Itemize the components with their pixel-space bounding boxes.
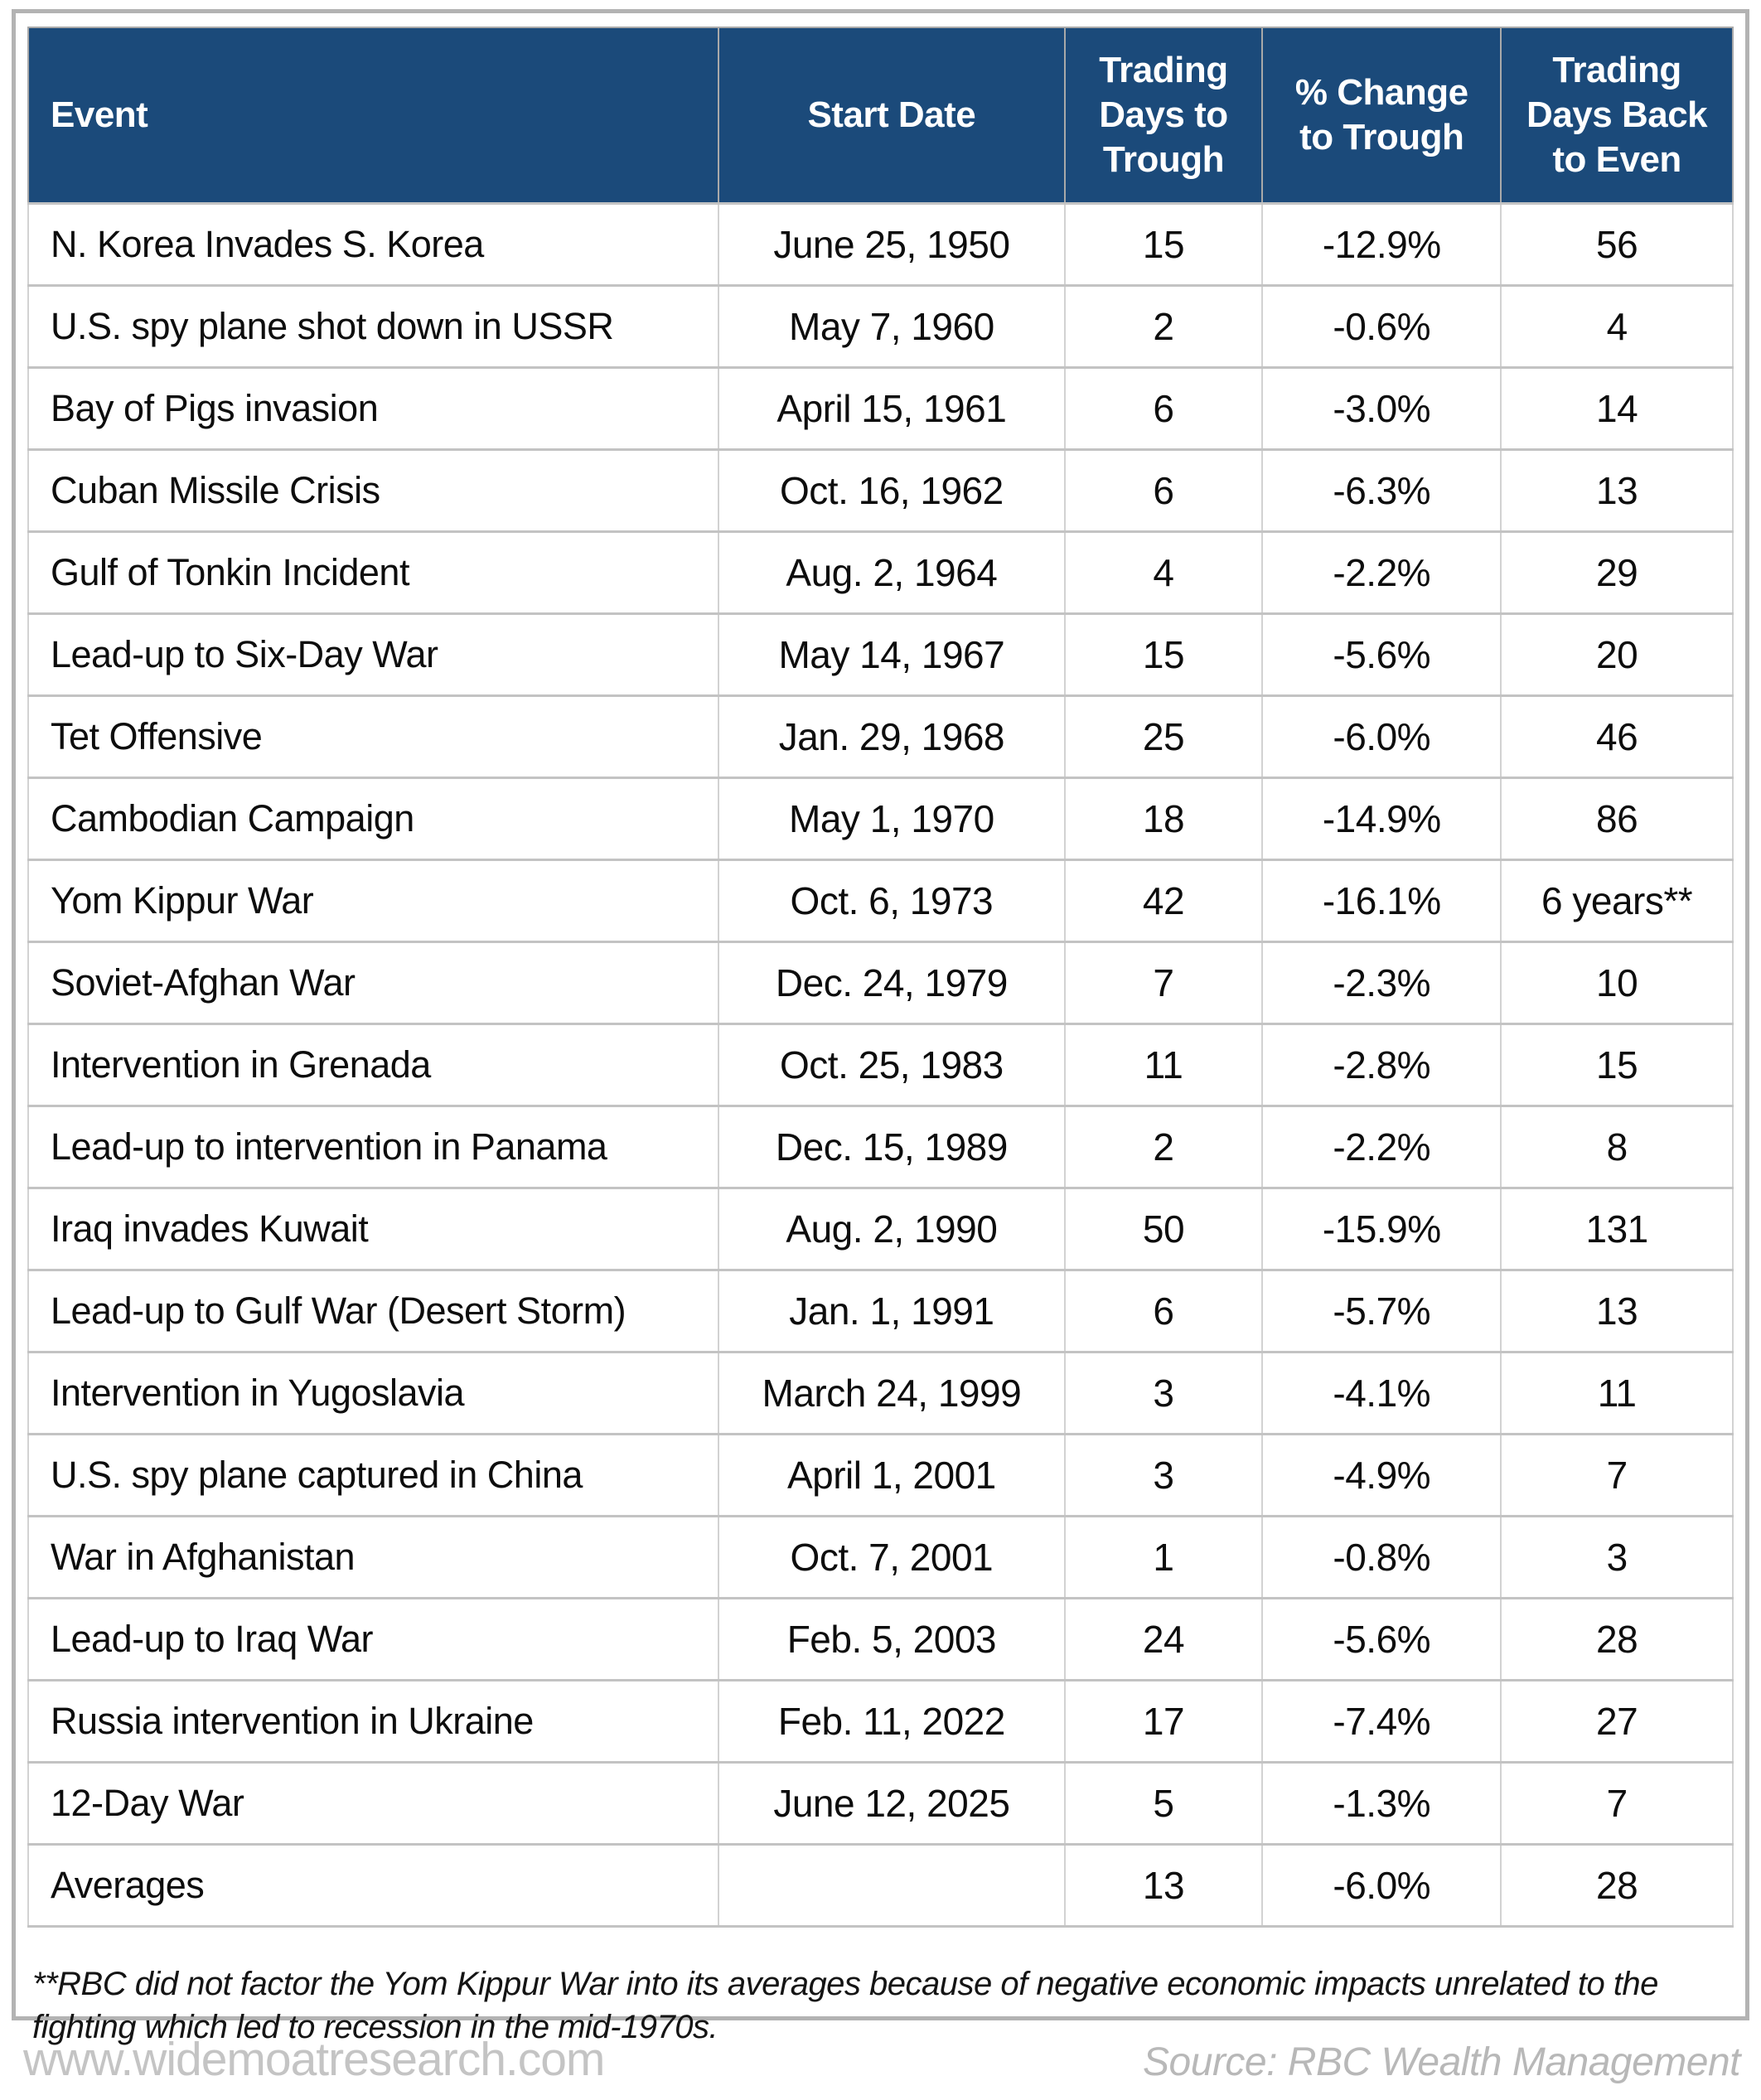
start-date-cell: April 15, 1961 [718, 368, 1065, 450]
days-to-trough-cell: 18 [1065, 778, 1263, 860]
days-back-cell: 86 [1501, 778, 1733, 860]
event-cell: Bay of Pigs invasion [28, 368, 718, 450]
days-to-trough-cell: 7 [1065, 942, 1263, 1024]
days-back-cell: 14 [1501, 368, 1733, 450]
table-row [28, 1024, 1733, 1106]
pct-change-cell: -2.8% [1262, 1024, 1501, 1106]
source-attribution: Source: RBC Wealth Management [1143, 2040, 1740, 2084]
days-back-cell: 46 [1501, 696, 1733, 778]
event-cell: Cuban Missile Crisis [28, 450, 718, 532]
table-row [28, 1270, 1733, 1352]
start-date-cell: Jan. 29, 1968 [718, 696, 1065, 778]
header-row [28, 27, 1733, 204]
days-to-trough-cell: 1 [1065, 1517, 1263, 1599]
days-back-cell: 131 [1501, 1188, 1733, 1270]
days-back-cell: 13 [1501, 450, 1733, 532]
days-to-trough-cell: 11 [1065, 1024, 1263, 1106]
table-row [28, 860, 1733, 942]
start-date-cell: Dec. 24, 1979 [718, 942, 1065, 1024]
event-cell: War in Afghanistan [28, 1517, 718, 1599]
start-date-cell [718, 1845, 1065, 1927]
start-date-cell: Oct. 6, 1973 [718, 860, 1065, 942]
table-row [28, 1763, 1733, 1845]
days-back-cell: 56 [1501, 204, 1733, 286]
event-cell: Intervention in Yugoslavia [28, 1352, 718, 1435]
table-row [28, 778, 1733, 860]
events-table [27, 27, 1734, 1928]
column-header-start-date: Start Date [718, 27, 1065, 204]
column-header-days-back: Trading Days Back to Even [1501, 27, 1733, 204]
days-back-cell: 7 [1501, 1435, 1733, 1517]
start-date-cell: Oct. 7, 2001 [718, 1517, 1065, 1599]
pct-change-cell: -4.9% [1262, 1435, 1501, 1517]
pct-change-cell: -5.6% [1262, 614, 1501, 696]
start-date-cell: April 1, 2001 [718, 1435, 1065, 1517]
table-row [28, 532, 1733, 614]
days-to-trough-cell: 6 [1065, 368, 1263, 450]
days-to-trough-cell: 17 [1065, 1681, 1263, 1763]
days-to-trough-cell: 24 [1065, 1599, 1263, 1681]
days-to-trough-cell: 15 [1065, 614, 1263, 696]
days-to-trough-cell: 6 [1065, 1270, 1263, 1352]
days-back-cell: 15 [1501, 1024, 1733, 1106]
start-date-cell: June 12, 2025 [718, 1763, 1065, 1845]
days-to-trough-cell: 13 [1065, 1845, 1263, 1927]
days-back-cell: 6 years** [1501, 860, 1733, 942]
event-cell: Yom Kippur War [28, 860, 718, 942]
start-date-cell: Oct. 25, 1983 [718, 1024, 1065, 1106]
days-to-trough-cell: 3 [1065, 1352, 1263, 1435]
days-to-trough-cell: 2 [1065, 286, 1263, 368]
days-to-trough-cell: 25 [1065, 696, 1263, 778]
start-date-cell: Feb. 5, 2003 [718, 1599, 1065, 1681]
table-row [28, 1681, 1733, 1763]
event-cell: Tet Offensive [28, 696, 718, 778]
pct-change-cell: -4.1% [1262, 1352, 1501, 1435]
pct-change-cell: -14.9% [1262, 778, 1501, 860]
event-cell: Intervention in Grenada [28, 1024, 718, 1106]
days-back-cell: 28 [1501, 1845, 1733, 1927]
start-date-cell: May 14, 1967 [718, 614, 1065, 696]
pct-change-cell: -7.4% [1262, 1681, 1501, 1763]
column-header-event: Event [28, 27, 718, 204]
table-row [28, 614, 1733, 696]
event-cell: Gulf of Tonkin Incident [28, 532, 718, 614]
days-to-trough-cell: 42 [1065, 860, 1263, 942]
start-date-cell: May 1, 1970 [718, 778, 1065, 860]
pct-change-cell: -6.0% [1262, 1845, 1501, 1927]
start-date-cell: Oct. 16, 1962 [718, 450, 1065, 532]
start-date-cell: Aug. 2, 1964 [718, 532, 1065, 614]
table-row [28, 1599, 1733, 1681]
table-row [28, 942, 1733, 1024]
event-cell: Lead-up to Gulf War (Desert Storm) [28, 1270, 718, 1352]
days-back-cell: 29 [1501, 532, 1733, 614]
days-back-cell: 27 [1501, 1681, 1733, 1763]
pct-change-cell: -16.1% [1262, 860, 1501, 942]
event-cell: Cambodian Campaign [28, 778, 718, 860]
pct-change-cell: -6.3% [1262, 450, 1501, 532]
table-row [28, 1188, 1733, 1270]
pct-change-cell: -3.0% [1262, 368, 1501, 450]
table-row [28, 1845, 1733, 1927]
column-header-pct-change: % Change to Trough [1262, 27, 1501, 204]
pct-change-cell: -0.6% [1262, 286, 1501, 368]
event-cell: Lead-up to Six-Day War [28, 614, 718, 696]
days-to-trough-cell: 5 [1065, 1763, 1263, 1845]
pct-change-cell: -0.8% [1262, 1517, 1501, 1599]
website-url: www.widemoatresearch.com [23, 2033, 605, 2086]
start-date-cell: June 25, 1950 [718, 204, 1065, 286]
days-to-trough-cell: 6 [1065, 450, 1263, 532]
days-back-cell: 10 [1501, 942, 1733, 1024]
table-row [28, 1517, 1733, 1599]
event-cell: 12-Day War [28, 1763, 718, 1845]
table-row [28, 450, 1733, 532]
days-to-trough-cell: 50 [1065, 1188, 1263, 1270]
days-back-cell: 3 [1501, 1517, 1733, 1599]
table-row [28, 368, 1733, 450]
table-frame [12, 9, 1749, 2045]
event-cell: Averages [28, 1845, 718, 1927]
pct-change-cell: -15.9% [1262, 1188, 1501, 1270]
pct-change-cell: -2.3% [1262, 942, 1501, 1024]
start-date-cell: Jan. 1, 1991 [718, 1270, 1065, 1352]
event-cell: N. Korea Invades S. Korea [28, 204, 718, 286]
event-cell: Lead-up to intervention in Panama [28, 1106, 718, 1188]
event-cell: U.S. spy plane shot down in USSR [28, 286, 718, 368]
table-row [28, 1435, 1733, 1517]
table-row [28, 1106, 1733, 1188]
column-header-days-to-trough: Trading Days to Trough [1065, 27, 1263, 204]
days-to-trough-cell: 15 [1065, 204, 1263, 286]
footer-bar [23, 2032, 1740, 2087]
event-cell: Iraq invades Kuwait [28, 1188, 718, 1270]
pct-change-cell: -5.6% [1262, 1599, 1501, 1681]
start-date-cell: March 24, 1999 [718, 1352, 1065, 1435]
days-back-cell: 4 [1501, 286, 1733, 368]
footnote: **RBC did not factor the Yom Kippur War into its averages because of negative economic impacts unrelated to the fighting which led to recession in the mid-1970s. [32, 1966, 1658, 2045]
pct-change-cell: -1.3% [1262, 1763, 1501, 1845]
start-date-cell: May 7, 1960 [718, 286, 1065, 368]
event-cell: Russia intervention in Ukraine [28, 1681, 718, 1763]
days-back-cell: 11 [1501, 1352, 1733, 1435]
pct-change-cell: -6.0% [1262, 696, 1501, 778]
days-to-trough-cell: 3 [1065, 1435, 1263, 1517]
days-to-trough-cell: 4 [1065, 532, 1263, 614]
days-to-trough-cell: 2 [1065, 1106, 1263, 1188]
table-row [28, 286, 1733, 368]
days-back-cell: 7 [1501, 1763, 1733, 1845]
days-back-cell: 28 [1501, 1599, 1733, 1681]
event-cell: U.S. spy plane captured in China [28, 1435, 718, 1517]
event-cell: Lead-up to Iraq War [28, 1599, 718, 1681]
table-row [28, 204, 1733, 286]
days-back-cell: 8 [1501, 1106, 1733, 1188]
pct-change-cell: -12.9% [1262, 204, 1501, 286]
table-row [28, 696, 1733, 778]
days-back-cell: 13 [1501, 1270, 1733, 1352]
table-row [28, 1352, 1733, 1435]
pct-change-cell: -2.2% [1262, 532, 1501, 614]
start-date-cell: Feb. 11, 2022 [718, 1681, 1065, 1763]
days-back-cell: 20 [1501, 614, 1733, 696]
pct-change-cell: -2.2% [1262, 1106, 1501, 1188]
pct-change-cell: -5.7% [1262, 1270, 1501, 1352]
start-date-cell: Dec. 15, 1989 [718, 1106, 1065, 1188]
start-date-cell: Aug. 2, 1990 [718, 1188, 1065, 1270]
event-cell: Soviet-Afghan War [28, 942, 718, 1024]
